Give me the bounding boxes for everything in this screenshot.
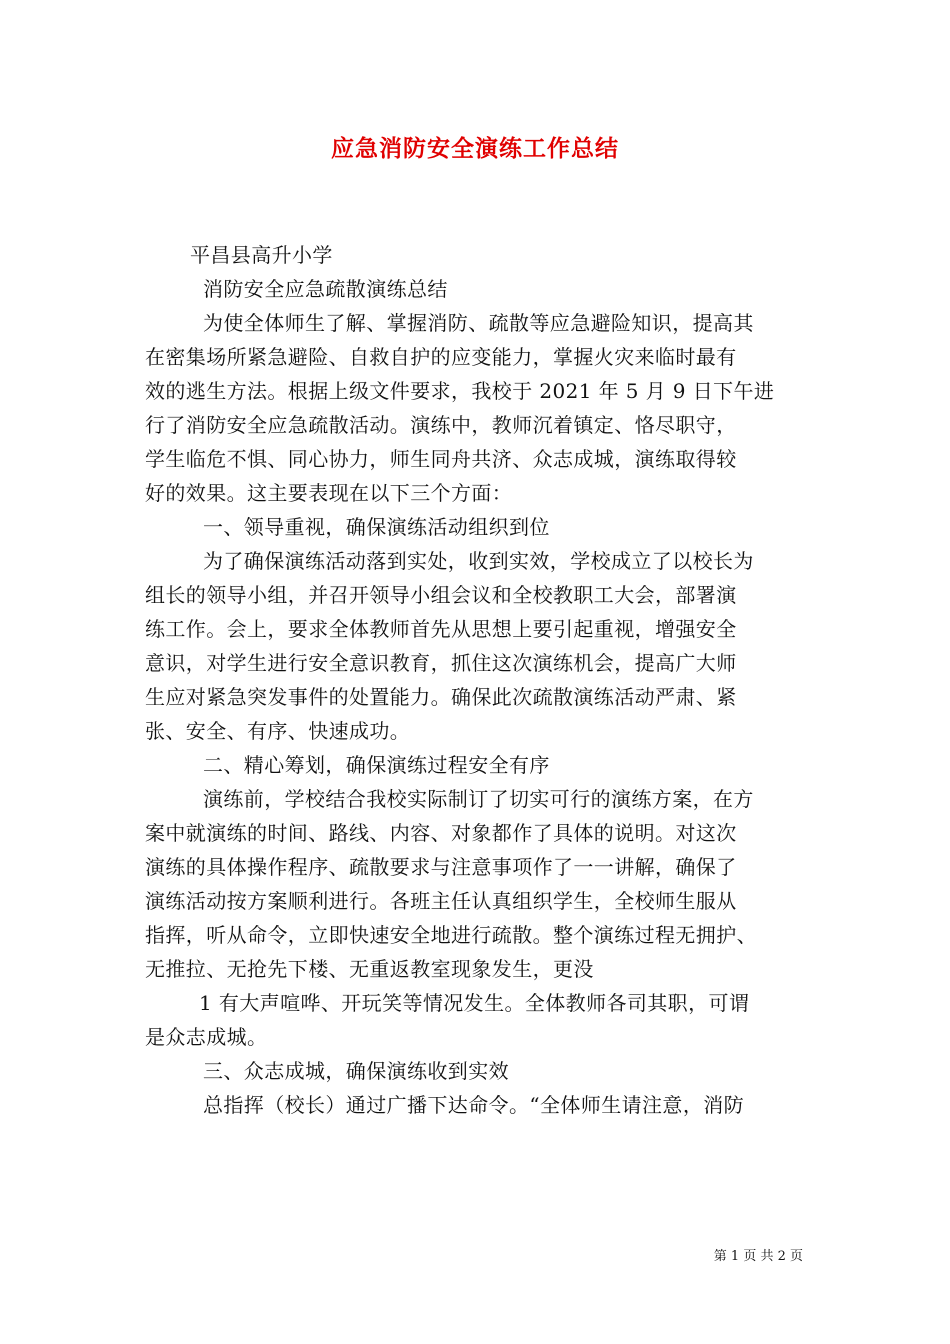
paragraph-line: 生应对紧急突发事件的处置能力。确保此次疏散演练活动严肃、紧 xyxy=(145,685,737,709)
subtitle-line: 消防安全应急疏散演练总结 xyxy=(203,277,448,301)
paragraph-line: 演练前，学校结合我校实际制订了切实可行的演练方案，在方 xyxy=(203,787,754,811)
paragraph-line: 为了确保演练活动落到实处，收到实效，学校成立了以校长为 xyxy=(203,549,754,573)
section-heading-2: 二、精心筹划，确保演练过程安全有序 xyxy=(203,753,550,777)
document-body xyxy=(145,238,810,1122)
paragraph-line: 练工作。会上，要求全体教师首先从思想上要引起重视，增强安全 xyxy=(145,617,737,641)
paragraph-line: 在密集场所紧急避险、自救自护的应变能力，掌握火灾来临时最有 xyxy=(145,345,737,369)
paragraph-line: 张、安全、有序、快速成功。 xyxy=(145,719,411,743)
paragraph-line: 好的效果。这主要表现在以下三个方面： xyxy=(145,481,513,505)
paragraph-line: 指挥，听从命令，立即快速安全地进行疏散。整个演练过程无拥护、 xyxy=(145,923,757,947)
paragraph-line: 案中就演练的时间、路线、内容、对象都作了具体的说明。对这次 xyxy=(145,821,737,845)
paragraph-line: 无推拉、无抢先下楼、无重返教室现象发生，更没 xyxy=(145,957,594,981)
paragraph-line: 组长的领导小组，并召开领导小组会议和全校教职工大会，部署演 xyxy=(145,583,737,607)
paragraph-line: 演练活动按方案顺利进行。各班主任认真组织学生，全校师生服从 xyxy=(145,889,737,913)
school-name-line: 平昌县高升小学 xyxy=(190,243,333,267)
paragraph-line: 演练的具体操作程序、疏散要求与注意事项作了一一讲解，确保了 xyxy=(145,855,737,879)
paragraph-line: 为使全体师生了解、掌握消防、疏散等应急避险知识，提高其 xyxy=(203,311,754,335)
section-heading-3: 三、众志成城，确保演练收到实效 xyxy=(203,1059,509,1083)
document-title: 应急消防安全演练工作总结 xyxy=(331,135,619,162)
paragraph-line: 总指挥（校长）通过广播下达命令。“全体师生请注意，消防 xyxy=(203,1093,745,1117)
paragraph-line: 效的逃生方法。根据上级文件要求，我校于 2021 年 5 月 9 日下午进 xyxy=(145,379,775,403)
paragraph-line: 1 有大声喧哗、开玩笑等情况发生。全体教师各司其职，可谓 xyxy=(199,991,750,1015)
paragraph-line: 行了消防安全应急疏散活动。演练中，教师沉着镇定、恪尽职守， xyxy=(145,413,737,437)
page-number: 第 1 页 共 2 页 xyxy=(713,1249,803,1264)
section-heading-1: 一、领导重视，确保演练活动组织到位 xyxy=(203,515,550,539)
paragraph-line: 意识，对学生进行安全意识教育，抓住这次演练机会，提高广大师 xyxy=(145,651,737,675)
paragraph-line: 学生临危不惧、同心协力，师生同舟共济、众志成城，演练取得较 xyxy=(145,447,737,471)
paragraph-line: 是众志成城。 xyxy=(145,1025,268,1049)
